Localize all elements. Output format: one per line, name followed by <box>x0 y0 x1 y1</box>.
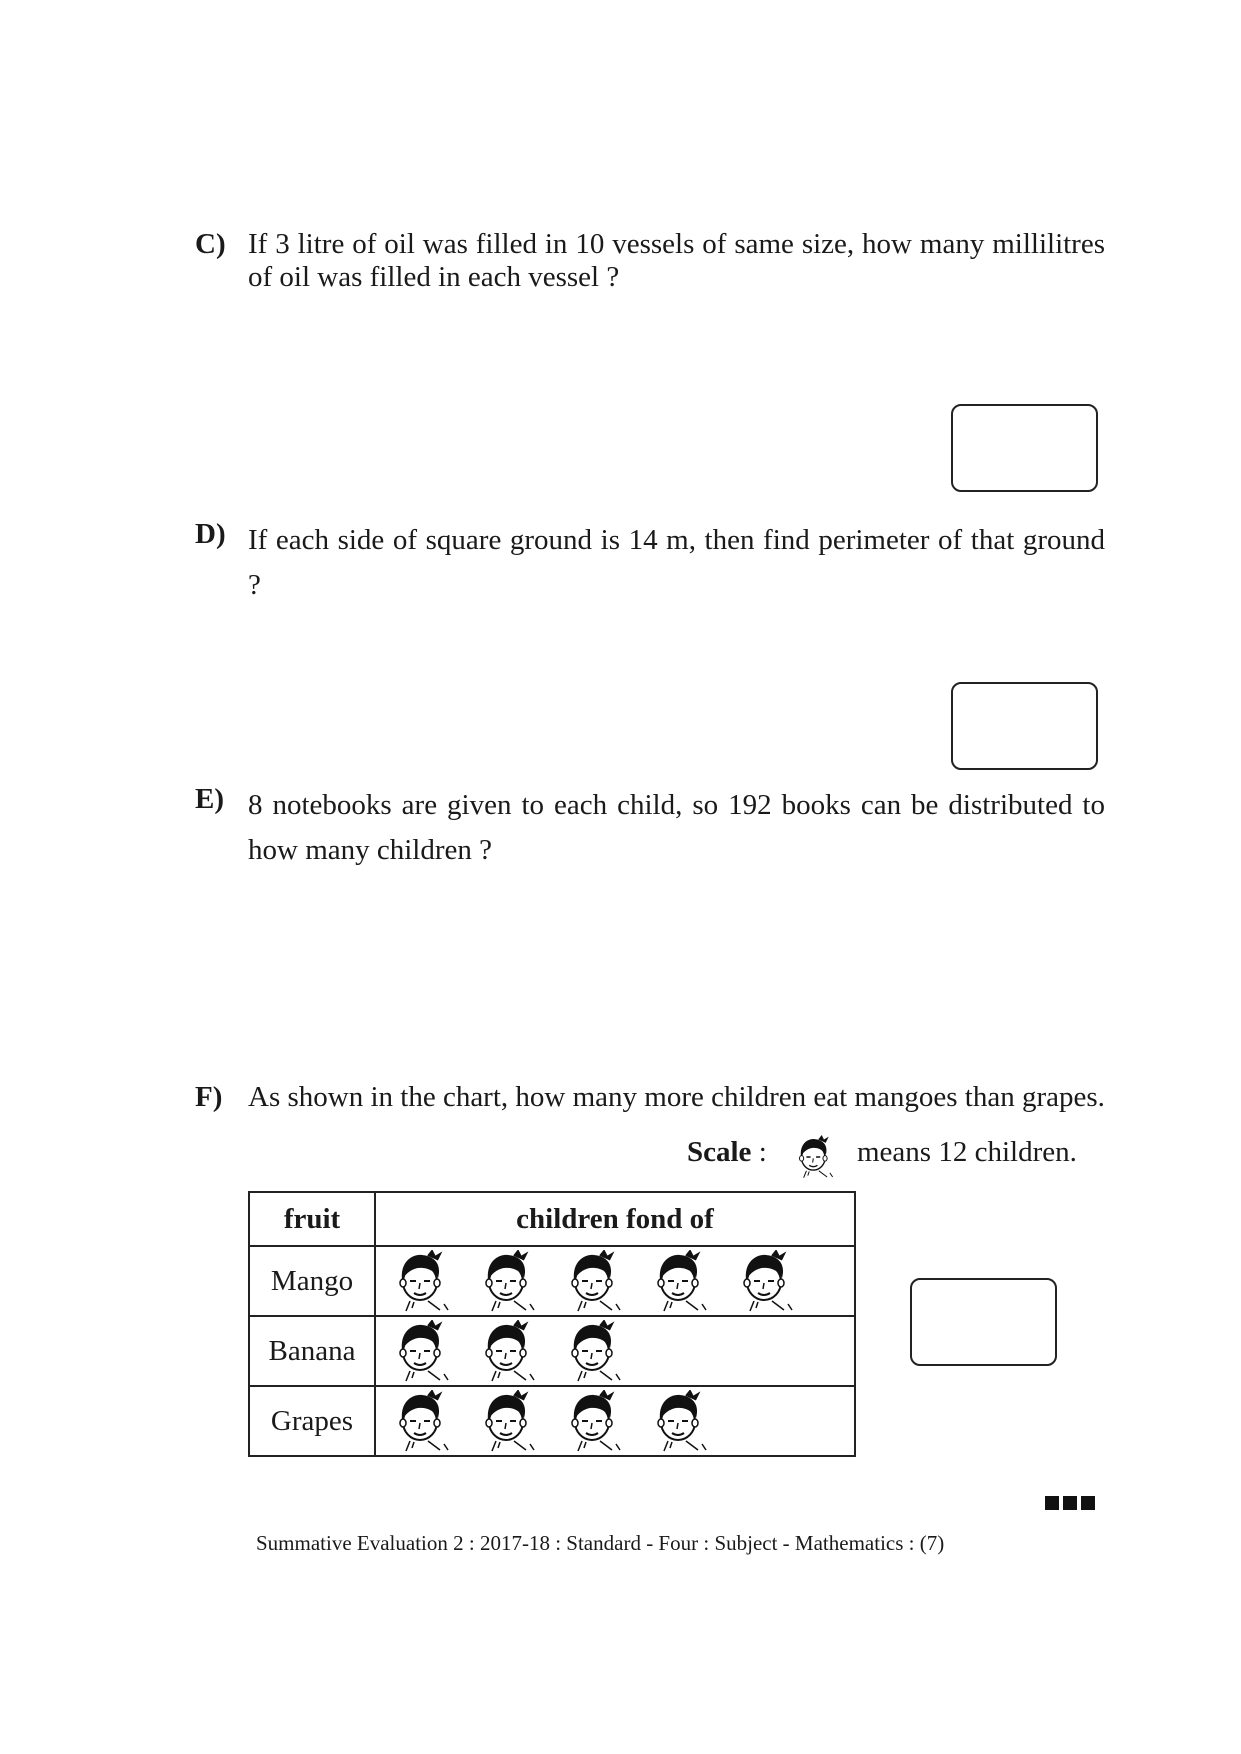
pictograph-scale <box>687 1136 767 1169</box>
header-fruit: fruit <box>249 1192 375 1246</box>
answer-box-f[interactable] <box>910 1278 1057 1366</box>
child-face-icon <box>794 1135 834 1179</box>
child-face-icon <box>478 1250 536 1312</box>
question-text: As shown in the chart, how many more children eat mangoes than grapes. <box>248 1081 1105 1113</box>
question-f <box>195 1081 1105 1114</box>
page-footer: Summative Evaluation 2 : 2017-18 : Standard - Four : Subject - Mathematics : (7) <box>256 1531 945 1555</box>
child-face-icon <box>564 1250 622 1312</box>
child-face-icon <box>478 1390 536 1452</box>
question-text: If 3 litre of oil was filled in 10 vessels of same size, how many millilitres of oil was filled in each vessel ? <box>248 228 1105 293</box>
question-text: If each side of square ground is 14 m, then find perimeter of that ground ? <box>248 524 1105 601</box>
child-face-icon <box>392 1390 450 1452</box>
fruit-name: Banana <box>249 1316 375 1386</box>
child-face-icon <box>736 1250 794 1312</box>
question-number: F) <box>195 1081 223 1113</box>
child-face-icon <box>564 1390 622 1452</box>
scale-text: means 12 children. <box>857 1136 1077 1168</box>
fruit-name: Grapes <box>249 1386 375 1456</box>
child-face-icon <box>392 1320 450 1382</box>
table-row <box>249 1246 855 1316</box>
question-e <box>195 783 1105 873</box>
question-number: C) <box>195 228 226 260</box>
table-row <box>249 1316 855 1386</box>
child-face-icon <box>392 1250 450 1312</box>
fruit-faces <box>375 1386 855 1456</box>
pictograph-table <box>248 1191 856 1457</box>
child-face-icon <box>478 1320 536 1382</box>
question-text: 8 notebooks are given to each child, so 192 books can be distributed to how many children ? <box>248 789 1105 866</box>
header-children: children fond of <box>375 1192 855 1246</box>
fruit-faces <box>375 1246 855 1316</box>
fruit-name: Mango <box>249 1246 375 1316</box>
question-d <box>195 518 1105 608</box>
child-face-icon <box>650 1390 708 1452</box>
scale-label: Scale <box>687 1136 752 1168</box>
question-number: D) <box>195 518 226 550</box>
answer-box-d[interactable] <box>951 682 1098 770</box>
child-face-icon <box>564 1320 622 1382</box>
question-c <box>195 228 1105 294</box>
scale-colon: : <box>758 1136 767 1168</box>
question-number: E) <box>195 783 224 815</box>
fruit-faces <box>375 1316 855 1386</box>
table-row <box>249 1386 855 1456</box>
answer-box-c[interactable] <box>951 404 1098 492</box>
child-face-icon <box>650 1250 708 1312</box>
end-marker <box>1045 1496 1099 1515</box>
